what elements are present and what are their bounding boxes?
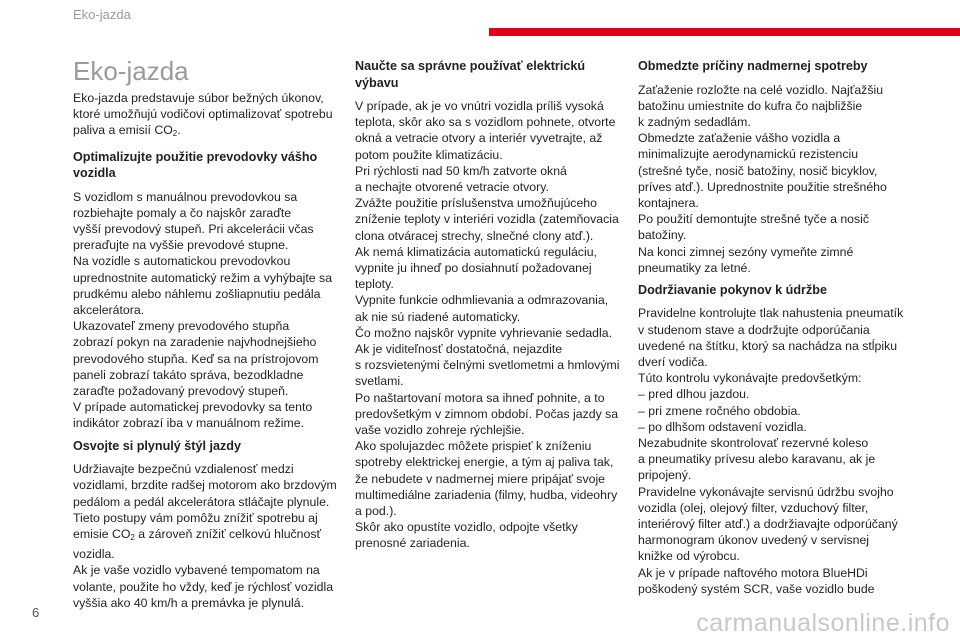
column-middle xyxy=(355,58,627,558)
text-line: teplota, skôr ako sa s vozidlom pohnete, otvorte xyxy=(355,115,616,130)
text-line: ak nie sú riadené automaticky. xyxy=(355,309,521,324)
transmission-paragraph xyxy=(73,189,345,432)
text-line: Pravidelne kontrolujte tlak nahustenia pneumatík xyxy=(638,306,904,321)
text-line: Pravidelne vykonávajte servisnú údržbu svojho xyxy=(638,484,894,499)
text-line: Skôr ako opustíte vozidlo, odpojte všetky xyxy=(355,520,578,535)
section-heading-consumption: Obmedzte príčiny nadmernej spotreby xyxy=(638,59,868,73)
text-line: paneli zobrazí takáto správa, bezodkladne xyxy=(73,367,304,382)
text-line: vyššia ako 40 km/h a premávka je plynulá. xyxy=(73,595,305,610)
text-line: clona otváracej strechy, slnečné clony atď.). xyxy=(355,228,594,243)
text-line: Po použití demontujte strešné tyče a nosič xyxy=(638,212,870,227)
text-line: s rozsvietenými čelnými svetlometmi a hmlovými xyxy=(355,358,620,373)
text-line: akcelerátora. xyxy=(73,303,145,318)
text-line: Pri rýchlosti nad 50 km/h zatvorte okná xyxy=(355,163,567,178)
text-line: zobrazí pokyn na zaradenie najvhodnejšieho xyxy=(73,335,317,350)
text-line: – pred dlhou jazdou. xyxy=(638,387,750,402)
text-line: potom použite klimatizáciu. xyxy=(355,147,503,162)
section-heading-transmission: Optimalizujte použitie prevodovky vášho vozidla xyxy=(73,149,318,181)
text-line: emisie $CO_2$ a zároveň znížiť celkovú hlučnosť xyxy=(73,526,322,542)
text-line: pripojený. xyxy=(638,468,692,483)
watermark: carmanualsonline.info xyxy=(696,609,950,637)
text-line: uvedené na štítku, ktorý sa nachádza na stĺpiku xyxy=(638,338,898,353)
text-line: že nebudete v nadmernej miere pripájať svoje xyxy=(355,471,606,486)
text-line: uprednostnite automatický režim a vyhýbajte sa xyxy=(73,270,333,285)
text-line: rozbiehajte pomaly a čo najskôr zaraďte xyxy=(73,205,292,220)
text-line: interiérový filter atď.) a dodržiavajte odporúčaný xyxy=(638,517,898,532)
text-line: V prípade, ak je vo vnútri vozidla príliš vysoká xyxy=(355,99,604,113)
text-line: okná a vetracie otvory a interiér vyvetrajte, až xyxy=(355,131,603,146)
driving-lines-b xyxy=(73,546,345,611)
text-line: preraďujte na vyššie prevodové stupne. xyxy=(73,238,289,253)
section-heading-driving-style: Osvojte si plynulý štýl jazdy xyxy=(73,438,241,453)
text-line: dverí vodiča. xyxy=(638,355,708,370)
text-line: vaše vozidlo zohreje rýchlejšie. xyxy=(355,423,525,438)
text-line: minimalizujte aerodynamickú rezistenciu xyxy=(638,147,859,162)
text-line: vyšší prevodový stupeň. Pri akcelerácii včas xyxy=(73,222,314,237)
text-line: multimediálne zariadenia (filmy, hudba, videohry xyxy=(355,487,618,502)
text-line: indikátor zobrazí iba v manuálnom režime. xyxy=(73,416,305,431)
text-line: Obmedzte zaťaženie vášho vozidla a xyxy=(638,131,841,146)
text-line: Čo možno najskôr vypnite vyhrievanie sedadla. xyxy=(355,325,613,340)
text-line: a pneumatiky prívesu alebo karavanu, ak je xyxy=(638,452,876,467)
text-line: harmonogram úkonov uvedený v servisnej xyxy=(638,533,870,548)
text-line: prevodového stupňa. Keď sa na prístrojovom xyxy=(73,351,319,366)
text-line: predovšetkým v zimnom období. Počas jazdy sa xyxy=(355,406,619,421)
text-line: volante, použite ho vždy, keď je rýchlosť vozidla xyxy=(73,579,334,594)
text-line: vozidla. xyxy=(73,547,115,562)
text-line: ktoré umožňujú vodičovi optimalizovať spotrebu xyxy=(73,107,333,122)
text-line: a pod.). xyxy=(355,504,397,519)
section-heading-maintenance: Dodržiavanie pokynov k údržbe xyxy=(638,282,827,297)
text-line: Eko-jazda predstavuje súbor bežných úkonov, xyxy=(73,91,324,105)
text-line: a nechajte otvorené vetracie otvory. xyxy=(355,180,549,195)
text-line: V prípade automatickej prevodovky sa tento xyxy=(73,400,313,415)
text-line: zníženie teploty v interiéri vozidla (zatemňovacia xyxy=(355,212,619,227)
text-line: Vypnite funkcie odhmlievania a odmrazovania, xyxy=(355,293,609,308)
text-line: Ak je v prípade naftového motora BlueHDi xyxy=(638,565,868,580)
text-line: Na konci zimnej sezóny vymeňte zimné xyxy=(638,244,854,259)
text-line: – pri zmene ročného obdobia. xyxy=(638,403,801,418)
text-line: prudkému alebo náhlemu zošliapnutiu pedála xyxy=(73,286,321,301)
text-line: Zaťaženie rozložte na celé vozidlo. Najťažšiu xyxy=(638,82,884,97)
text-line: Ako spolujazdec môžete prispieť k zníženiu xyxy=(355,439,592,454)
text-line: zaraďte požadovaný prevodový stupeň. xyxy=(73,384,289,399)
column-right xyxy=(638,58,928,603)
text-line: pedálom a pedál akcelerátora stláčajte plynule. xyxy=(73,494,330,509)
text-line: knižke od výrobcu. xyxy=(638,549,740,564)
driving-style-paragraph xyxy=(73,461,345,611)
running-header: Eko-jazda xyxy=(73,7,131,22)
page-title: Eko-jazda xyxy=(73,56,189,86)
text-line: vozidla (olej, olejový filter, vzduchový filter, xyxy=(638,500,869,515)
section-heading-electrical: Naučte sa správne používať elektrickú výbavu xyxy=(355,59,586,90)
text-line: Ak nemá klimatizácia automatickú reguláciu, xyxy=(355,244,597,259)
text-line: Udržiavajte bezpečnú vzdialenosť medzi xyxy=(73,462,294,477)
text-line: pneumatiky za letné. xyxy=(638,260,751,275)
text-line: vypnite ju ihneď po dosiahnutí požadovanej xyxy=(355,261,592,276)
text-line: k zadným sedadlám. xyxy=(638,114,751,129)
column-left xyxy=(73,56,345,617)
text-line: svetlami. xyxy=(355,374,404,389)
text-line: batožiny. xyxy=(638,228,687,243)
text-line: kontajnera. xyxy=(638,195,699,210)
text-line: prenosné zariadenia. xyxy=(355,536,470,551)
intro-paragraph xyxy=(73,90,345,143)
text-line: spotreby elektrickej energie, a tým aj paliva tak, xyxy=(355,455,614,470)
text-line: S vozidlom s manuálnou prevodovkou sa xyxy=(73,189,298,204)
maintenance-paragraph xyxy=(638,305,928,597)
text-line: teploty. xyxy=(355,277,394,292)
driving-lines-a xyxy=(73,461,345,526)
text-line: Zvážte použitie príslušenstva umožňujúceho xyxy=(355,196,597,211)
text-line: paliva a emisií $CO_2$. xyxy=(73,123,181,139)
header-accent-bar xyxy=(489,28,960,36)
text-line: Ak je vaše vozidlo vybavené tempomatom na xyxy=(73,563,320,578)
text-line: Nezabudnite skontrolovať rezervné koleso xyxy=(638,436,869,451)
text-line: Ukazovateľ zmeny prevodového stupňa xyxy=(73,319,290,334)
electrical-paragraph xyxy=(355,98,627,552)
text-line: (strešné tyče, nosič batožiny, nosič bicyklov, xyxy=(638,163,878,178)
text-line: vozidlami, brzdite radšej motorom ako brzdovým xyxy=(73,478,337,493)
consumption-paragraph xyxy=(638,82,928,276)
text-line: v studenom stave a dodržujte odporúčania xyxy=(638,322,870,337)
page-number: 6 xyxy=(32,605,40,620)
text-line: Po naštartovaní motora sa ihneď pohnite, a to xyxy=(355,390,605,405)
text-line: – po dlhšom odstavení vozidla. xyxy=(638,419,807,434)
text-line: Na vozidle s automatickou prevodovkou xyxy=(73,254,291,269)
text-line: príves atď.). Uprednostnite použitie strešného xyxy=(638,179,887,194)
text-line: Tieto postupy vám pomôžu znížiť spotrebu aj xyxy=(73,510,318,525)
text-line: poškodený systém SCR, vaše vozidlo bude xyxy=(638,581,875,596)
text-line: batožinu umiestnite do kufra čo najbližšie xyxy=(638,98,863,113)
text-line: Túto kontrolu vykonávajte predovšetkým: xyxy=(638,371,862,386)
text-line: Ak je viditeľnosť dostatočná, nejazdite xyxy=(355,342,563,357)
